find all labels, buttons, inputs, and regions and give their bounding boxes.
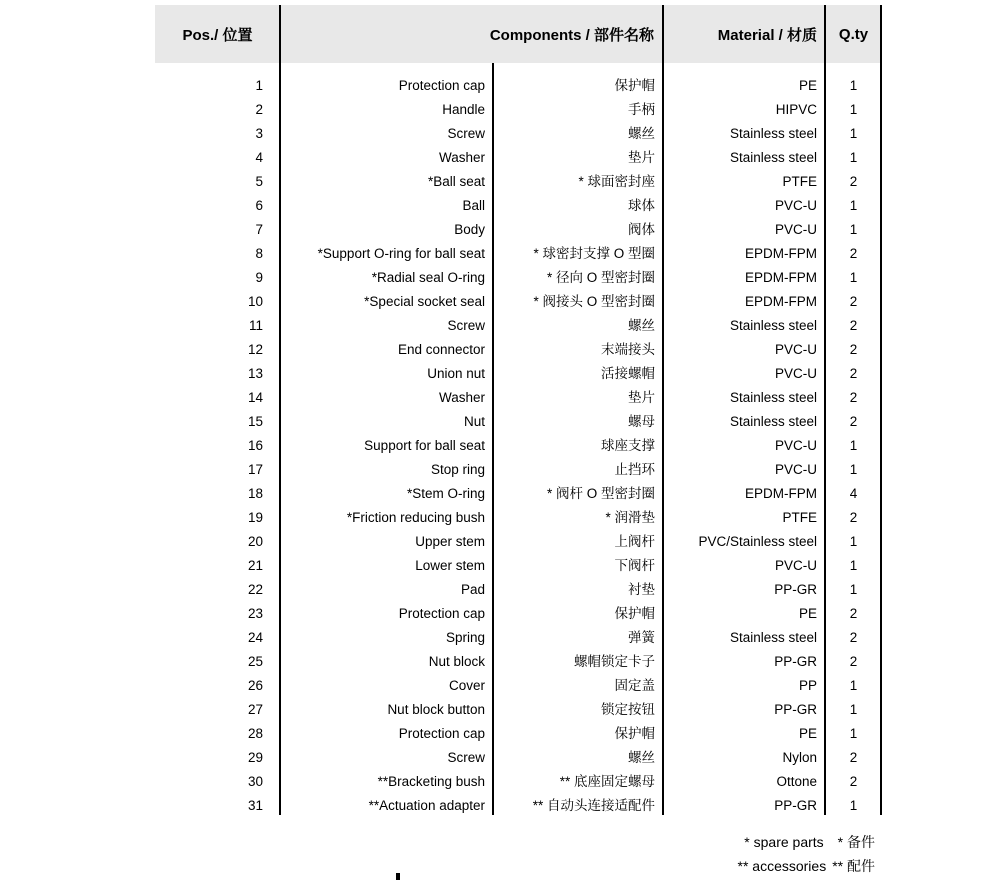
material-cell: PVC-U <box>774 438 817 453</box>
material-cell: PP-GR <box>774 798 817 813</box>
material-cell: Ottone <box>776 774 817 789</box>
material-cell: HIPVC <box>775 102 817 117</box>
qty-cell: 2 <box>849 318 858 333</box>
pos-cell: 18 <box>247 486 263 501</box>
table-row <box>155 434 882 458</box>
material-cell: PTFE <box>782 174 817 189</box>
component-zh-cell: 阀体 <box>628 222 655 237</box>
column-divider-qty <box>824 5 826 815</box>
qty-cell: 1 <box>849 678 858 693</box>
component-en-cell: *Special socket seal <box>364 294 485 309</box>
pos-cell: 23 <box>247 606 263 621</box>
pos-cell: 31 <box>247 798 263 813</box>
pos-cell: 24 <box>247 630 263 645</box>
footnotes <box>738 830 876 878</box>
pos-cell: 14 <box>247 390 263 405</box>
qty-cell: 1 <box>849 582 858 597</box>
qty-cell: 1 <box>849 798 858 813</box>
component-zh-cell: 锁定按钮 <box>601 702 655 717</box>
component-en-cell: Screw <box>447 750 485 765</box>
pos-cell: 8 <box>255 246 263 261</box>
column-divider-material <box>662 5 664 815</box>
qty-cell: 1 <box>849 150 858 165</box>
pos-cell: 5 <box>255 174 263 189</box>
pos-cell: 13 <box>247 366 263 381</box>
component-en-cell: Protection cap <box>398 726 485 741</box>
table-row <box>155 578 882 602</box>
component-zh-cell: 保护帽 <box>614 726 655 741</box>
pos-cell: 9 <box>255 270 263 285</box>
component-zh-cell: 固定盖 <box>614 678 655 693</box>
material-cell: PE <box>798 726 817 741</box>
qty-cell: 1 <box>849 438 858 453</box>
pos-cell: 26 <box>247 678 263 693</box>
material-cell: Stainless steel <box>729 150 817 165</box>
pos-cell: 2 <box>255 102 263 117</box>
component-zh-cell: * 球面密封座 <box>578 174 655 189</box>
qty-cell: 2 <box>849 654 858 669</box>
table-row <box>155 362 882 386</box>
pos-cell: 30 <box>247 774 263 789</box>
cropped-artifact <box>396 873 400 880</box>
component-en-cell: Nut <box>463 414 485 429</box>
component-zh-cell: * 润滑垫 <box>605 510 655 525</box>
material-cell: PP-GR <box>774 654 817 669</box>
material-cell: PVC-U <box>774 558 817 573</box>
qty-cell: 1 <box>849 702 858 717</box>
component-zh-cell: 上阀杆 <box>614 534 655 549</box>
component-zh-cell: 手柄 <box>628 102 655 117</box>
component-zh-cell: 螺帽锁定卡子 <box>574 654 655 669</box>
material-cell: PTFE <box>782 510 817 525</box>
material-cell: Stainless steel <box>729 630 817 645</box>
footnote-accessories-zh: ** 配件 <box>832 858 875 874</box>
table-row <box>155 722 882 746</box>
component-zh-cell: * 阀接头 O 型密封圈 <box>533 294 655 309</box>
header-components: Components / 部件名称 <box>489 26 654 44</box>
component-en-cell: *Friction reducing bush <box>346 510 485 525</box>
material-cell: Nylon <box>782 750 817 765</box>
table-row <box>155 146 882 170</box>
component-en-cell: **Actuation adapter <box>368 798 485 813</box>
component-en-cell: *Ball seat <box>427 174 485 189</box>
material-cell: PE <box>798 606 817 621</box>
table-row <box>155 314 882 338</box>
material-cell: PVC-U <box>774 366 817 381</box>
material-cell: PP <box>798 678 817 693</box>
material-cell: PP-GR <box>774 582 817 597</box>
component-zh-cell: 螺丝 <box>628 750 655 765</box>
qty-cell: 1 <box>849 558 858 573</box>
table-row <box>155 458 882 482</box>
qty-cell: 2 <box>849 630 858 645</box>
component-zh-cell: 球体 <box>628 198 655 213</box>
table-row <box>155 746 882 770</box>
material-cell: Stainless steel <box>729 126 817 141</box>
qty-cell: 1 <box>849 462 858 477</box>
component-zh-cell: 螺丝 <box>628 126 655 141</box>
pos-cell: 7 <box>255 222 263 237</box>
component-zh-cell: 球座支撑 <box>601 438 655 453</box>
material-cell: Stainless steel <box>729 318 817 333</box>
component-zh-cell: * 球密封支撑 O 型圈 <box>533 246 655 261</box>
table-row <box>155 338 882 362</box>
pos-cell: 25 <box>247 654 263 669</box>
pos-cell: 19 <box>247 510 263 525</box>
table-row <box>155 506 882 530</box>
component-en-cell: Pad <box>460 582 485 597</box>
table-row <box>155 410 882 434</box>
component-en-cell: Protection cap <box>398 78 485 93</box>
component-zh-cell: ** 自动头连接适配件 <box>532 798 655 813</box>
table-row <box>155 290 882 314</box>
qty-cell: 1 <box>849 270 858 285</box>
material-cell: PVC/Stainless steel <box>698 534 817 549</box>
table-row <box>155 74 882 98</box>
qty-cell: 4 <box>849 486 858 501</box>
component-zh-cell: * 阀杆 O 型密封圈 <box>546 486 655 501</box>
qty-cell: 2 <box>849 774 858 789</box>
footnote-accessories-en: ** accessories <box>737 858 827 874</box>
pos-cell: 12 <box>247 342 263 357</box>
pos-cell: 3 <box>255 126 263 141</box>
table-right-border <box>880 5 882 815</box>
pos-cell: 20 <box>247 534 263 549</box>
material-cell: EPDM-FPM <box>745 486 817 501</box>
material-cell: Stainless steel <box>729 390 817 405</box>
pos-cell: 28 <box>247 726 263 741</box>
qty-cell: 2 <box>849 606 858 621</box>
column-divider-pos <box>279 5 281 815</box>
table-row <box>155 218 882 242</box>
qty-cell: 2 <box>849 510 858 525</box>
pos-cell: 16 <box>247 438 263 453</box>
pos-cell: 29 <box>247 750 263 765</box>
pos-cell: 1 <box>255 78 263 93</box>
table-row <box>155 794 882 818</box>
material-cell: EPDM-FPM <box>745 246 817 261</box>
component-en-cell: Stop ring <box>430 462 485 477</box>
qty-cell: 1 <box>849 198 858 213</box>
footnote-spare-en: * spare parts <box>744 834 824 850</box>
component-zh-cell: 衬垫 <box>628 582 655 597</box>
footnote-spare-zh: * 备件 <box>837 834 875 850</box>
pos-cell: 15 <box>247 414 263 429</box>
component-zh-cell: 下阀杆 <box>614 558 655 573</box>
component-en-cell: Nut block button <box>387 702 485 717</box>
footnote-accessories <box>738 854 876 878</box>
component-en-cell: Ball <box>462 198 485 213</box>
component-en-cell: Union nut <box>427 366 485 381</box>
component-zh-cell: ** 底座固定螺母 <box>559 774 655 789</box>
component-en-cell: Spring <box>445 630 485 645</box>
column-divider-en-zh <box>492 63 494 815</box>
table-row <box>155 602 882 626</box>
table-header-row <box>155 5 882 63</box>
table-row <box>155 386 882 410</box>
parts-list-table <box>155 5 882 815</box>
table-row <box>155 266 882 290</box>
table-row <box>155 98 882 122</box>
component-en-cell: Cover <box>448 678 485 693</box>
component-zh-cell: 活接螺帽 <box>601 366 655 381</box>
table-row <box>155 530 882 554</box>
pos-cell: 21 <box>247 558 263 573</box>
component-en-cell: Protection cap <box>398 606 485 621</box>
qty-cell: 2 <box>849 174 858 189</box>
component-en-cell: Screw <box>447 126 485 141</box>
table-row <box>155 650 882 674</box>
component-zh-cell: 保护帽 <box>614 78 655 93</box>
component-zh-cell: 末端接头 <box>601 342 655 357</box>
header-material: Material / 材质 <box>717 26 817 44</box>
table-row <box>155 674 882 698</box>
material-cell: PVC-U <box>774 222 817 237</box>
material-cell: PVC-U <box>774 462 817 477</box>
table-row <box>155 122 882 146</box>
pos-cell: 6 <box>255 198 263 213</box>
component-zh-cell: 保护帽 <box>614 606 655 621</box>
component-en-cell: *Stem O-ring <box>406 486 485 501</box>
component-en-cell: Washer <box>438 150 485 165</box>
material-cell: Stainless steel <box>729 414 817 429</box>
qty-cell: 1 <box>849 534 858 549</box>
component-zh-cell: 螺母 <box>628 414 655 429</box>
header-qty: Q.ty <box>838 25 869 43</box>
component-en-cell: *Support O-ring for ball seat <box>317 246 485 261</box>
material-cell: PE <box>798 78 817 93</box>
table-row <box>155 554 882 578</box>
table-row <box>155 482 882 506</box>
pos-cell: 4 <box>255 150 263 165</box>
footnote-spare-parts <box>738 830 876 854</box>
component-en-cell: Nut block <box>428 654 485 669</box>
header-pos: Pos./ 位置 <box>182 26 253 44</box>
material-cell: PVC-U <box>774 198 817 213</box>
pos-cell: 22 <box>247 582 263 597</box>
qty-cell: 1 <box>849 126 858 141</box>
component-zh-cell: * 径向 O 型密封圈 <box>546 270 655 285</box>
qty-cell: 1 <box>849 78 858 93</box>
pos-cell: 27 <box>247 702 263 717</box>
qty-cell: 2 <box>849 366 858 381</box>
qty-cell: 1 <box>849 102 858 117</box>
component-zh-cell: 止挡环 <box>614 462 655 477</box>
table-body <box>155 74 882 818</box>
material-cell: EPDM-FPM <box>745 294 817 309</box>
table-row <box>155 170 882 194</box>
qty-cell: 1 <box>849 222 858 237</box>
pos-cell: 10 <box>247 294 263 309</box>
component-en-cell: Support for ball seat <box>364 438 485 453</box>
qty-cell: 2 <box>849 342 858 357</box>
component-en-cell: Upper stem <box>415 534 485 549</box>
component-zh-cell: 垫片 <box>628 390 655 405</box>
qty-cell: 2 <box>849 294 858 309</box>
qty-cell: 2 <box>849 246 858 261</box>
table-row <box>155 626 882 650</box>
table-row <box>155 194 882 218</box>
material-cell: PVC-U <box>774 342 817 357</box>
component-en-cell: Washer <box>438 390 485 405</box>
qty-cell: 2 <box>849 414 858 429</box>
qty-cell: 2 <box>849 750 858 765</box>
qty-cell: 1 <box>849 726 858 741</box>
component-zh-cell: 弹簧 <box>628 630 655 645</box>
component-en-cell: End connector <box>397 342 485 357</box>
table-row <box>155 698 882 722</box>
material-cell: PP-GR <box>774 702 817 717</box>
pos-cell: 11 <box>248 318 263 333</box>
component-en-cell: Handle <box>442 102 485 117</box>
pos-cell: 17 <box>247 462 263 477</box>
component-en-cell: **Bracketing bush <box>377 774 485 789</box>
component-zh-cell: 螺丝 <box>628 318 655 333</box>
component-en-cell: Screw <box>447 318 485 333</box>
qty-cell: 2 <box>849 390 858 405</box>
material-cell: EPDM-FPM <box>745 270 817 285</box>
table-row <box>155 770 882 794</box>
component-en-cell: *Radial seal O-ring <box>371 270 485 285</box>
component-zh-cell: 垫片 <box>628 150 655 165</box>
table-row <box>155 242 882 266</box>
component-en-cell: Lower stem <box>415 558 485 573</box>
component-en-cell: Body <box>454 222 485 237</box>
